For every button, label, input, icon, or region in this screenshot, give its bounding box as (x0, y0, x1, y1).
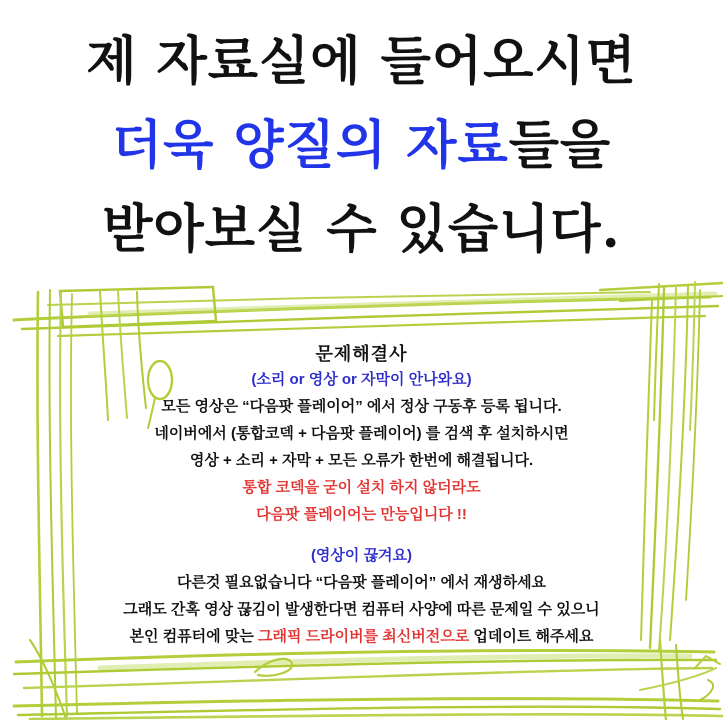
section-gap (0, 528, 723, 542)
section2-last-line (0, 623, 723, 650)
section1-line: 영상 + 소리 + 자막 + 모든 오류가 한번에 해결됩니다. (189, 452, 534, 469)
section2-heading: (영상이 끊겨요) (310, 547, 413, 564)
headline-line-2-black: 들을 (508, 115, 612, 176)
section1-red-line: 통합 코덱을 굳이 설치 하지 않더라도 (242, 479, 481, 496)
headline-line-3: 받아보실 수 있습니다. (102, 199, 621, 260)
headline-line-2 (0, 104, 723, 188)
section2-last-prefix: 본인 컴퓨터에 맞는 (129, 628, 258, 645)
notice-board (0, 342, 723, 650)
headline-line-1: 제 자료실에 들어오시면 (86, 31, 637, 92)
headline (0, 20, 723, 272)
section2-line: 그래도 간혹 영상 끊김이 발생한다면 컴퓨터 사양에 따른 문제일 수 있으니 (123, 601, 600, 618)
section1-red-line: 다음팟 플레이어는 만능입니다 !! (256, 506, 467, 523)
notice-title: 문제해결사 (315, 344, 408, 364)
section2-last-red: 그래픽 드라이버를 최신버전으로 (257, 628, 470, 645)
section1-line: 네이버에서 (통합코덱 + 다음팟 플레이어) 를 검색 후 설치하시면 (154, 425, 569, 442)
section2-line: 다른것 필요없습니다 “다음팟 플레이어” 에서 재생하세요 (176, 574, 547, 591)
section1-line: 모든 영상은 “다음팟 플레이어” 에서 정상 구동후 등록 됩니다. (161, 398, 562, 415)
section2-last-suffix: 업데이트 해주세요 (469, 628, 594, 645)
headline-line-2-blue: 더욱 양질의 자료 (111, 115, 509, 176)
section1-heading: (소리 or 영상 or 자막이 안나와요) (251, 371, 472, 388)
